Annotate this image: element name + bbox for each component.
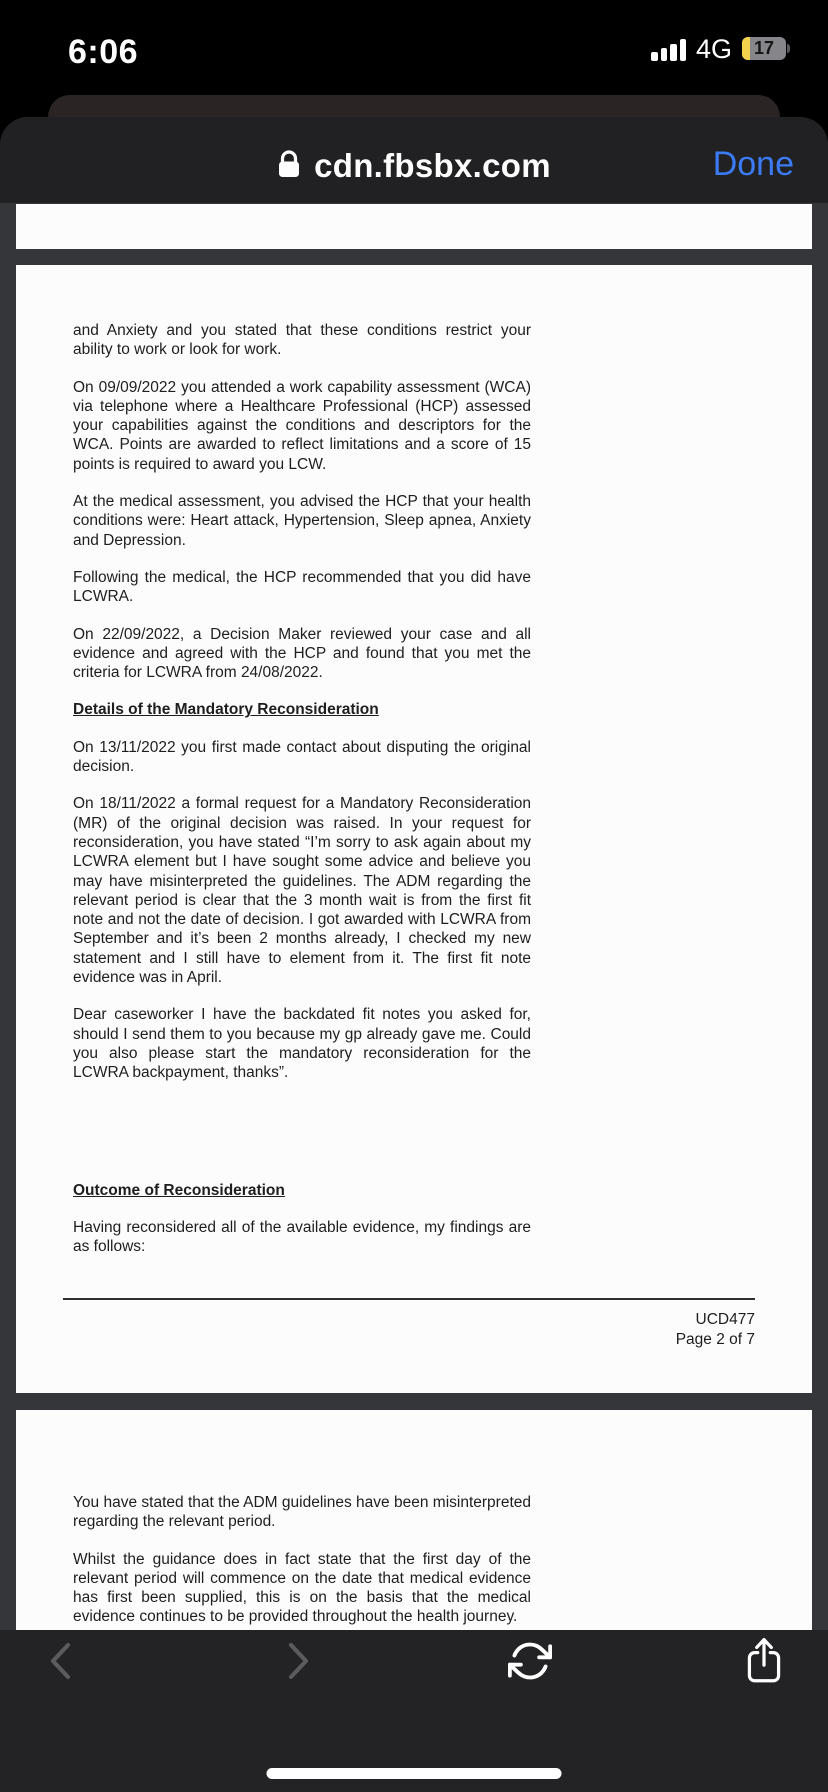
refresh-button[interactable] bbox=[502, 1632, 558, 1692]
section-heading-outcome: Outcome of Reconsideration bbox=[73, 1181, 285, 1199]
pdf-scroll-area[interactable] bbox=[0, 203, 828, 1630]
page-3-text bbox=[73, 1493, 531, 1627]
pdf-page-2 bbox=[16, 265, 812, 1393]
home-indicator[interactable] bbox=[267, 1768, 562, 1779]
section-heading-details: Details of the Mandatory Reconsideration bbox=[73, 701, 379, 719]
paragraph: Having reconsidered all of the available evidence, my findings are as follows: bbox=[73, 1218, 531, 1256]
paragraph: Whilst the guidance does in fact state that the first day of the relevant period will commence on the date that medical evidence has first been supplied, this is on the basis that the medical evidence continues to be provided throughout the health journey. bbox=[73, 1550, 531, 1626]
address-display bbox=[0, 147, 828, 185]
paragraph: On 18/11/2022 a formal request for a Mandatory Reconsideration (MR) of the original decision was raised. In your request for reconsideration, you have stated “I’m sorry to ask again about my LCWRA element but I have sought some advice and believe you may have misinterpreted the guidelines. The ADM regarding the relevant period is clear that the 3 month wait is from the first fit note and not the date of decision. I got awarded with LCWRA from September and it’s been 2 months already, I checked my new statement and I still have to element from it. The first fit note evidence was in April. bbox=[73, 795, 531, 987]
chevron-left-icon bbox=[45, 1638, 77, 1687]
battery-cap bbox=[787, 44, 790, 53]
lock-icon bbox=[277, 149, 301, 184]
blank-space bbox=[73, 1101, 531, 1181]
chevron-right-icon bbox=[282, 1638, 314, 1687]
done-button[interactable]: Done bbox=[712, 145, 794, 183]
status-bar bbox=[0, 0, 828, 95]
paragraph: At the medical assessment, you advised the HCP that your health conditions were: Heart attack, Hypertension, Sleep apnea, Anxiety and Depression. bbox=[73, 493, 531, 549]
cellular-signal-icon bbox=[651, 38, 689, 61]
paragraph: You have stated that the ADM guidelines have been misinterpreted regarding the relevant period. bbox=[73, 1494, 531, 1531]
pdf-page-1-partial bbox=[16, 204, 812, 249]
pdf-page-3 bbox=[16, 1410, 812, 1630]
document-reference: UCD477 bbox=[695, 1311, 755, 1328]
domain-label: cdn.fbsbx.com bbox=[314, 147, 551, 184]
browser-header bbox=[0, 117, 828, 203]
paragraph: On 09/09/2022 you attended a work capability assessment (WCA) via telephone where a Healthcare Professional (HCP) assessed your capabilities against the conditions and descriptors for the WCA. Points are awarded to reflect limitations and a score of 15 points is required to award you LCW. bbox=[73, 378, 531, 473]
refresh-icon bbox=[508, 1639, 552, 1686]
page-2-text bbox=[73, 321, 531, 1256]
footer-divider bbox=[63, 1298, 755, 1300]
paragraph: On 13/11/2022 you first made contact about disputing the original decision. bbox=[73, 738, 531, 776]
page-footer bbox=[63, 1298, 755, 1349]
share-icon bbox=[745, 1636, 783, 1689]
paragraph: Following the medical, the HCP recommended that you did have LCWRA. bbox=[73, 568, 531, 606]
status-time: 6:06 bbox=[68, 33, 139, 71]
battery-icon bbox=[742, 37, 790, 60]
paragraph: Dear caseworker I have the backdated fit notes you asked for, should I send them to you because my gp already gave me. Could you also please start the mandatory reconsideration for the LCWRA backpayment, thanks”. bbox=[73, 1006, 531, 1082]
forward-button[interactable] bbox=[270, 1632, 326, 1692]
network-type-label: 4G bbox=[696, 34, 733, 64]
page-number: Page 2 of 7 bbox=[675, 1330, 755, 1348]
paragraph: On 22/09/2022, a Decision Maker reviewed your case and all evidence and agreed with the HCP and found that you met the criteria for LCWRA from 24/08/2022. bbox=[73, 625, 531, 682]
battery-percent: 17 bbox=[753, 38, 775, 58]
share-button[interactable] bbox=[736, 1632, 792, 1692]
paragraph: and Anxiety and you stated that these conditions restrict your ability to work or look for work. bbox=[73, 322, 531, 359]
browser-sheet bbox=[0, 117, 828, 1792]
back-button[interactable] bbox=[33, 1632, 89, 1692]
